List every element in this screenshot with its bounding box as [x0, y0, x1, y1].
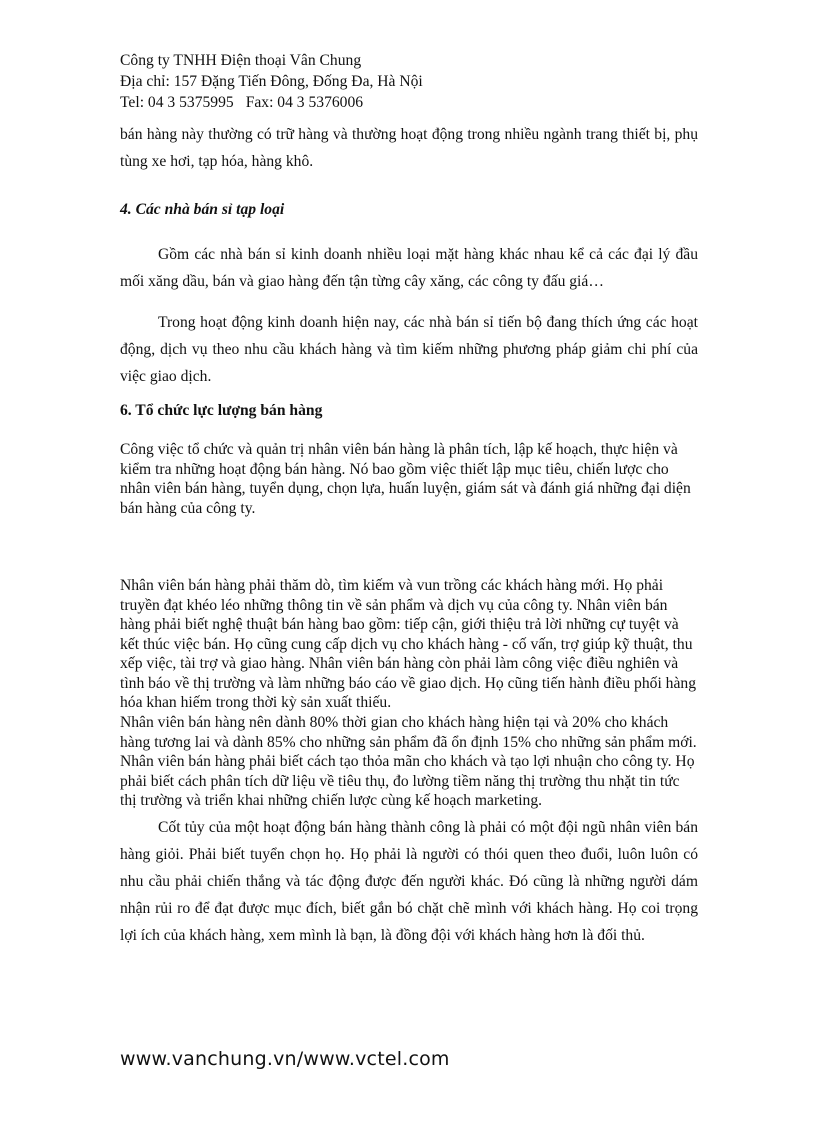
company-name: Công ty TNHH Điện thoại Vân Chung — [120, 52, 362, 69]
section-6-heading: 6. Tổ chức lực lượng bán hàng — [120, 402, 323, 419]
company-address: Địa chỉ: 157 Đặng Tiến Đông, Đống Đa, Hà Nội — [120, 73, 423, 90]
section-6-paragraph-2: Nhân viên bán hàng phải thăm dò, tìm kiếm và vun trồng các khách hàng mới. Họ phải truyền đạt khéo léo những thông tin về sản phẩm và dịch vụ của công ty. Nhân viên bán hàng phải biết nghệ thuật bán hàng bao gồm: tiếp cận, giới thiệu trả lời những cự tuyệt và kết thúc việc bán. Họ cũng cung cấp dịch vụ cho khách hàng - cố vấn, trợ giúp kỹ thuật, thu xếp việc, tài trợ và giao hàng. Nhân viên bán hàng còn phải làm công việc điều nghiên và tình báo về thị trường và làm những báo cáo về giao dịch. Họ cũng tiến hành điều phối hàng hóa khan hiếm trong thời kỳ sản xuất thiếu. — [120, 577, 696, 711]
telephone-number: Tel: 04 3 5375995 — [120, 94, 234, 111]
section-4-heading: 4. Các nhà bán sỉ tạp loại — [120, 201, 285, 218]
section-6-paragraph-4: Cốt tủy của một hoạt động bán hàng thành công là phải có một đội ngũ nhân viên bán hàng giỏi. Phải biết tuyển chọn họ. Họ phải là người có thói quen theo đuổi, luôn luôn có nhu cầu phải chiến thắng và tác động được đến người khác. Đó cũng là những người dám nhận rủi ro để đạt được mục đích, biết gắn bó chặt chẽ mình với khách hàng. Họ coi trọng lợi ích của khách hàng, xem mình là bạn, là đồng đội với khách hàng hơn là đối thủ. — [120, 819, 698, 944]
section-4-paragraph-2: Trong hoạt động kinh doanh hiện nay, các nhà bán sỉ tiến bộ đang thích ứng các hoạt động, dịch vụ theo nhu cầu khách hàng và tìm kiếm những phương pháp giảm chi phí của việc giao dịch. — [120, 314, 698, 385]
contact-line — [120, 92, 423, 113]
continued-paragraph: bán hàng này thường có trữ hàng và thường hoạt động trong nhiều ngành trang thiết bị, phụ tùng xe hơi, tạp hóa, hàng khô. — [120, 126, 698, 170]
section-6-paragraph-1: Công việc tổ chức và quản trị nhân viên bán hàng là phân tích, lập kế hoạch, thực hiện và kiểm tra những hoạt động bán hàng. Nó bao gồm việc thiết lập mục tiêu, chiến lược cho nhân viên bán hàng, tuyển dụng, chọn lựa, huấn luyện, giám sát và đánh giá những đại diện bán hàng của công ty. — [120, 441, 691, 517]
section-4-paragraph-1: Gồm các nhà bán sỉ kinh doanh nhiều loại mặt hàng khác nhau kể cả các đại lý đầu mối xăng dầu, bán và giao hàng đến tận từng cây xăng, các công ty đấu giá… — [120, 246, 698, 290]
page-header — [120, 50, 423, 113]
footer-website: www.vanchung.vn/www.vctel.com — [120, 1048, 450, 1070]
fax-number: Fax: 04 3 5376006 — [245, 94, 364, 111]
section-6-paragraph-3: Nhân viên bán hàng nên dành 80% thời gian cho khách hàng hiện tại và 20% cho khách hàng tương lai và dành 85% cho những sản phẩm đã ổn định 15% cho những sản phẩm mới. Nhân viên bán hàng phải biết cách tạo thỏa mãn cho khách và tạo lợi nhuận cho công ty. Họ phải biết cách phân tích dữ liệu về tiêu thụ, đo lường tiềm năng thị trường thu nhặt tin tức thị trường và triển khai những chiến lược cùng kế hoạch marketing. — [120, 714, 697, 809]
